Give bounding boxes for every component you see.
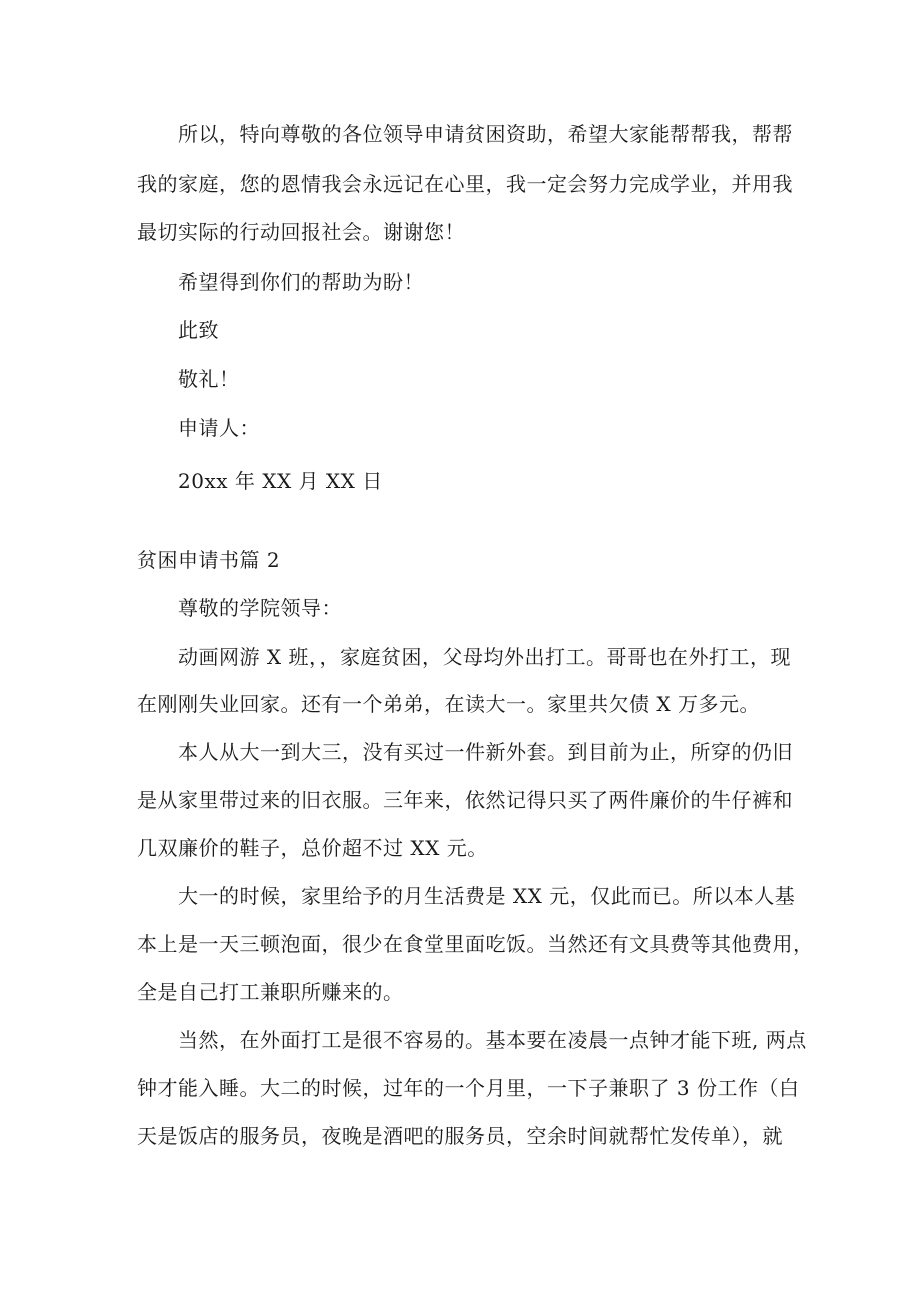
paragraph-line: 最切实际的行动回报社会。谢谢您！	[137, 220, 465, 244]
paragraph-line: 钟才能入睡。大二的时候，过年的一个月里，一下子兼职了 3 份工作（白	[137, 1076, 800, 1100]
section-heading: 贫困申请书篇 2	[137, 548, 281, 572]
paragraph-line: 天是饭店的服务员，夜晚是酒吧的服务员，空余时间就帮忙发传单），就	[137, 1124, 783, 1148]
paragraph-line: 本人从大一到大三，没有买过一件新外套。到目前为止，所穿的仍旧	[178, 740, 793, 764]
paragraph-line: 是从家里带过来的旧衣服。三年来，依然记得只买了两件廉价的牛仔裤和	[137, 788, 793, 812]
paragraph-line: 动画网游 X 班，，家庭贫困，父母均外出打工。哥哥也在外打工，现	[178, 645, 791, 669]
salutation-line: 尊敬的学院领导：	[178, 596, 342, 620]
paragraph-line: 本上是一天三顿泡面，很少在食堂里面吃饭。当然还有文具费等其他费用，	[137, 932, 814, 956]
paragraph-line: 希望得到你们的帮助为盼！	[178, 270, 424, 294]
paragraph-line: 所以，特向尊敬的各位领导申请贫困资助，希望大家能帮帮我，帮帮	[178, 122, 793, 146]
closing-line: 此致	[178, 318, 219, 342]
paragraph-line: 当然，在外面打工是很不容易的。基本要在凌晨一点钟才能下班, 两点	[178, 1028, 807, 1052]
paragraph-line: 在刚刚失业回家。还有一个弟弟，在读大一。家里共欠债 X 万多元。	[137, 692, 760, 716]
paragraph-line: 大一的时候，家里给予的月生活费是 XX 元，仅此而已。所以本人基	[178, 884, 796, 908]
closing-line: 敬礼！	[178, 367, 240, 391]
date-line: 20xx 年 XX 月 XX 日	[178, 469, 383, 493]
paragraph-line: 几双廉价的鞋子，总价超不过 XX 元。	[137, 836, 488, 860]
paragraph-line: 全是自己打工兼职所赚来的。	[137, 980, 404, 1004]
paragraph-line: 我的家庭，您的恩情我会永远记在心里，我一定会努力完成学业，并用我	[137, 172, 793, 196]
applicant-label: 申请人：	[178, 416, 260, 440]
